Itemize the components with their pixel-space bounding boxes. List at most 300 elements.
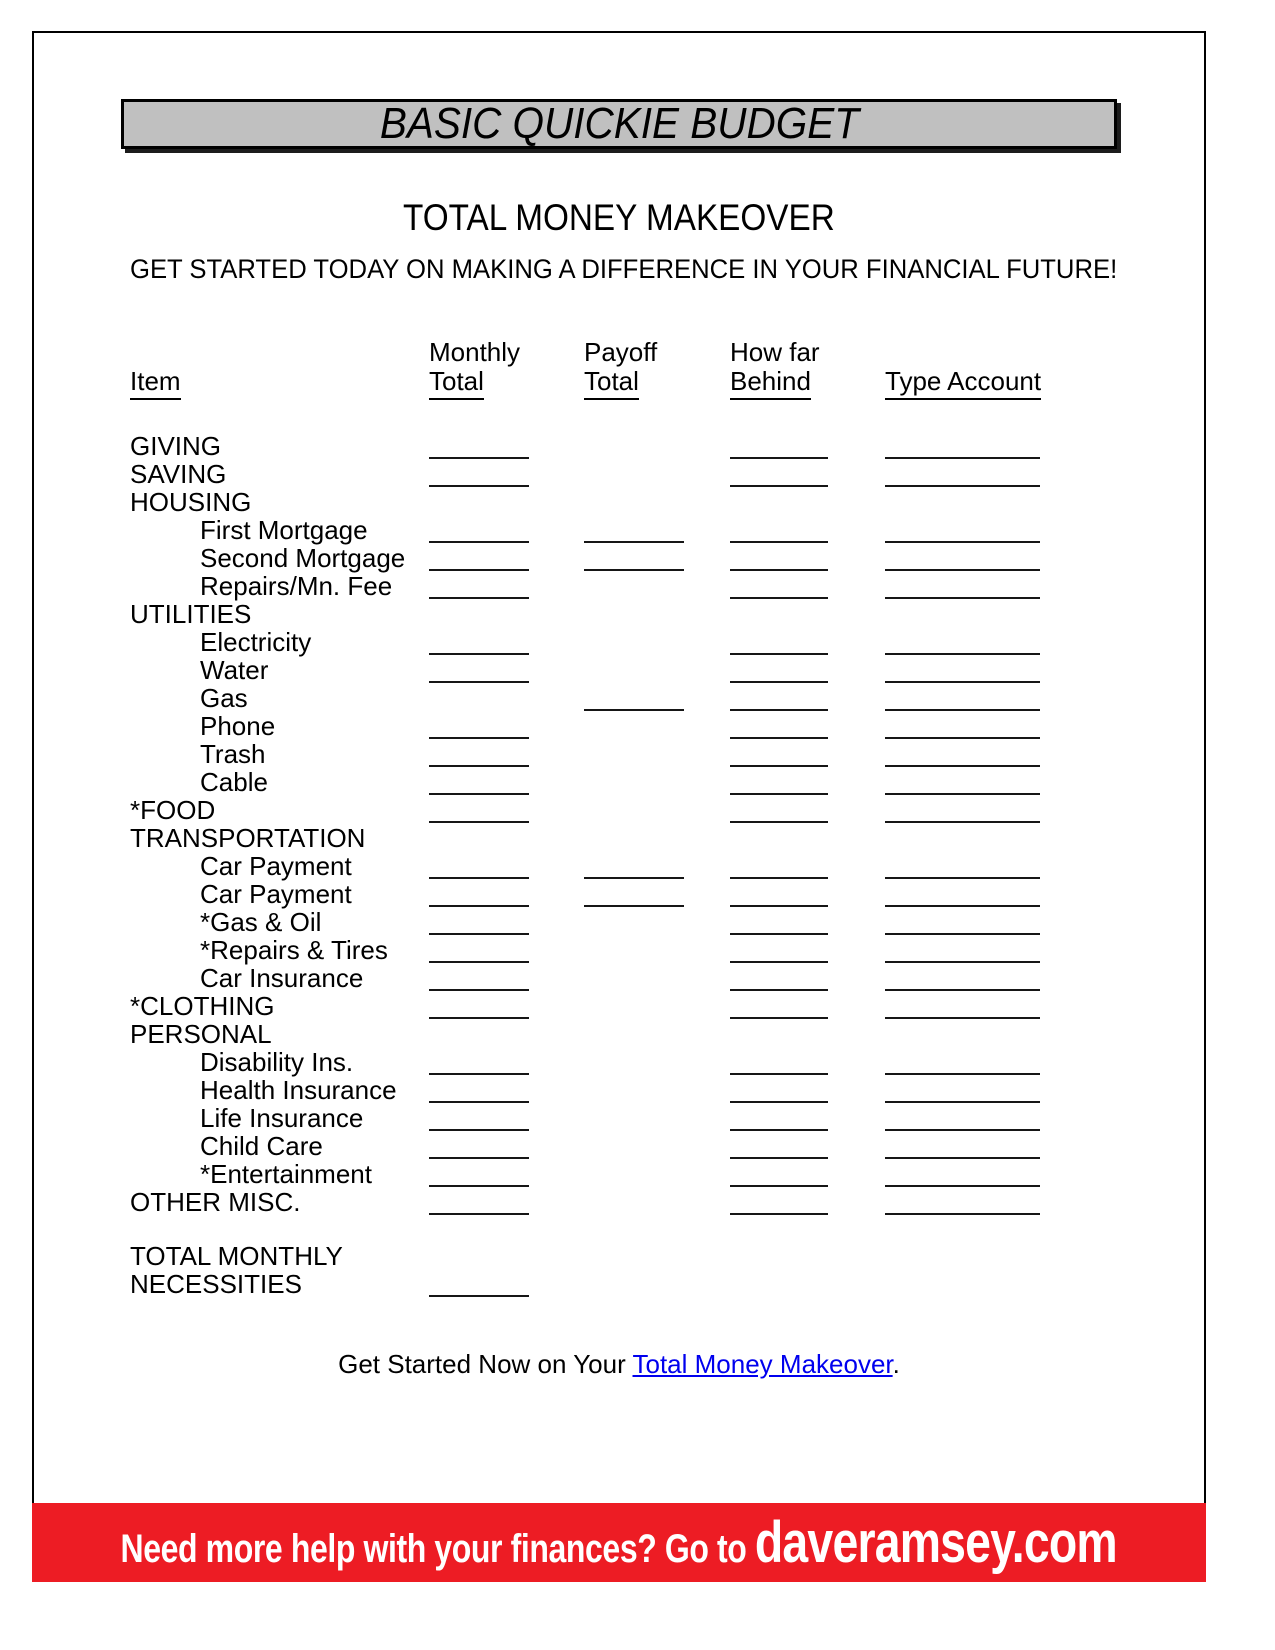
blank-line [429,877,529,879]
monthly-total-blank [429,488,584,516]
how-far-behind-blank [730,516,885,544]
table-row [34,1270,1204,1298]
column-header-how-far-behind: How far Behind [730,338,885,400]
blank-line [885,569,1040,571]
payoff-total-blank [584,824,730,852]
row-label: Electricity [200,627,312,657]
monthly-total-blank [429,992,584,1020]
type-account-blank [885,628,1045,656]
row-label: *Repairs & Tires [200,935,388,965]
payoff-total-blank [584,992,730,1020]
row-label: TRANSPORTATION [130,823,366,853]
blank-line [429,1157,529,1159]
row-label: Car Insurance [200,963,364,993]
how-far-behind-blank [730,432,885,460]
row-label-cell [130,656,429,684]
row-label: UTILITIES [130,599,252,629]
payoff-total-blank [584,460,730,488]
how-far-behind-blank [730,460,885,488]
row-label-cell [130,1048,429,1076]
monthly-total-blank [429,432,584,460]
payoff-total-blank [584,1132,730,1160]
monthly-total-blank [429,544,584,572]
monthly-total-blank [429,1076,584,1104]
how-far-behind-blank [730,740,885,768]
how-far-behind-blank [730,544,885,572]
table-row [34,1020,1204,1048]
table-row [34,908,1204,936]
payoff-total-blank [584,796,730,824]
row-label-cell [130,684,429,712]
row-label-cell [130,1104,429,1132]
monthly-total-blank [429,880,584,908]
payoff-total-blank [584,600,730,628]
how-far-behind-blank [730,1132,885,1160]
how-far-behind-blank [730,1270,885,1298]
row-label: *Gas & Oil [200,907,322,937]
blank-line [885,1017,1040,1019]
table-row [34,460,1204,488]
row-label-cell [130,488,429,516]
payoff-total-blank [584,1188,730,1216]
payoff-total-blank [584,628,730,656]
footer-text-group [121,1509,1117,1576]
column-header-type-account: Type Account [885,338,1045,400]
blank-line [730,1213,828,1215]
row-label-cell [130,544,429,572]
row-label-cell [130,740,429,768]
row-label-cell [130,1188,429,1216]
row-label: Second Mortgage [200,543,406,573]
payoff-total-blank [584,572,730,600]
table-row [34,852,1204,880]
type-account-blank [885,600,1045,628]
how-far-behind-blank [730,1104,885,1132]
table-row [34,1188,1204,1216]
blank-line [730,541,828,543]
subtitle-text: TOTAL MONEY MAKEOVER [403,197,835,238]
payoff-total-blank [584,1020,730,1048]
payoff-total-blank [584,852,730,880]
how-far-behind-blank [730,572,885,600]
monthly-total-blank [429,852,584,880]
tagline [34,254,1204,284]
row-label: Repairs/Mn. Fee [200,571,393,601]
monthly-total-blank [429,796,584,824]
row-label-cell [130,1132,429,1160]
row-label-cell [130,600,429,628]
how-far-behind-blank [730,852,885,880]
blank-line [429,989,529,991]
monthly-total-blank [429,1132,584,1160]
how-far-behind-blank [730,712,885,740]
type-account-blank [885,432,1045,460]
how-far-behind-blank [730,684,885,712]
table-row [34,628,1204,656]
type-account-blank [885,796,1045,824]
blank-line [885,681,1040,683]
how-far-behind-blank [730,964,885,992]
how-far-behind-blank [730,1076,885,1104]
monthly-total-blank [429,1188,584,1216]
worksheet-page [32,31,1206,1582]
blank-line [885,793,1040,795]
row-label-cell [130,628,429,656]
blank-line [885,821,1040,823]
row-label: Phone [200,711,276,741]
blank-line [429,1101,529,1103]
monthly-total-blank [429,768,584,796]
column-header-payoff-total: Payoff Total [584,338,730,400]
monthly-total-blank [429,1160,584,1188]
page-title: BASIC QUICKIE BUDGET [379,99,859,148]
cta-line [34,1348,1204,1380]
payoff-total-blank [584,1160,730,1188]
blank-line [730,765,828,767]
monthly-total-blank [429,824,584,852]
table-row [34,1242,1204,1270]
type-account-blank [885,1270,1045,1298]
row-label-cell [130,768,429,796]
type-account-blank [885,684,1045,712]
how-far-behind-blank [730,768,885,796]
blank-line [584,709,684,711]
row-label-cell [130,852,429,880]
blank-line [429,457,529,459]
monthly-total-blank [429,600,584,628]
blank-line [429,793,529,795]
how-far-behind-blank [730,600,885,628]
how-far-behind-blank [730,880,885,908]
table-row [34,1048,1204,1076]
payoff-total-blank [584,1048,730,1076]
payoff-total-blank [584,1076,730,1104]
monthly-total-blank [429,964,584,992]
type-account-blank [885,1048,1045,1076]
payoff-total-blank [584,544,730,572]
type-account-blank [885,992,1045,1020]
row-label-cell [130,992,429,1020]
table-row [34,964,1204,992]
monthly-total-blank [429,656,584,684]
blank-line [730,1129,828,1131]
row-label: Gas [200,683,248,713]
row-label: OTHER MISC. [130,1187,301,1217]
table-row [34,1132,1204,1160]
row-label: Cable [200,767,268,797]
blank-line [730,1185,828,1187]
row-label-cell [130,908,429,936]
row-label: Car Payment [200,879,352,909]
blank-line [730,569,828,571]
blank-line [429,1213,529,1215]
title-banner [121,99,1117,149]
column-header-item: Item [130,338,429,400]
table-row [34,516,1204,544]
table-row [34,488,1204,516]
monthly-total-blank [429,908,584,936]
blank-line [429,905,529,907]
type-account-blank [885,1132,1045,1160]
blank-line [429,1185,529,1187]
row-label: Disability Ins. [200,1047,354,1077]
row-label-cell [130,1076,429,1104]
blank-line [730,485,828,487]
row-label: HOUSING [130,487,252,517]
row-label-cell [130,572,429,600]
payoff-total-blank [584,740,730,768]
blank-line [429,597,529,599]
cta-suffix: . [892,1349,900,1379]
how-far-behind-blank [730,824,885,852]
monthly-total-blank [429,1242,584,1270]
type-account-blank [885,460,1045,488]
row-label: NECESSITIES [130,1269,302,1299]
blank-line [429,961,529,963]
how-far-behind-blank [730,1048,885,1076]
table-row [34,684,1204,712]
payoff-total-blank [584,488,730,516]
monthly-total-blank [429,936,584,964]
blank-line [730,1101,828,1103]
blank-line [885,485,1040,487]
type-account-blank [885,768,1045,796]
blank-line [885,933,1040,935]
footer-banner [32,1503,1206,1582]
row-label-cell [130,460,429,488]
row-label-cell [130,1242,429,1270]
row-label: Trash [200,739,266,769]
blank-line [730,1017,828,1019]
blank-line [730,709,828,711]
cta-prefix: Get Started Now on Your [338,1349,633,1379]
how-far-behind-blank [730,936,885,964]
blank-line [885,1185,1040,1187]
row-label-cell [130,796,429,824]
payoff-total-blank [584,1104,730,1132]
blank-line [429,569,529,571]
blank-line [885,1129,1040,1131]
blank-line [730,989,828,991]
column-header-monthly-total: Monthly Total [429,338,584,400]
blank-line [885,457,1040,459]
how-far-behind-blank [730,1020,885,1048]
row-label-cell [130,824,429,852]
row-label-cell [130,432,429,460]
blank-line [584,569,684,571]
blank-line [885,1101,1040,1103]
blank-line [730,905,828,907]
type-account-blank [885,824,1045,852]
table-row [34,880,1204,908]
type-account-blank [885,1188,1045,1216]
type-account-blank [885,1104,1045,1132]
blank-line [730,793,828,795]
blank-line [885,597,1040,599]
type-account-blank [885,1242,1045,1270]
how-far-behind-blank [730,796,885,824]
payoff-total-blank [584,516,730,544]
blank-line [730,1073,828,1075]
blank-line [429,1129,529,1131]
blank-line [730,597,828,599]
blank-line [429,681,529,683]
total-money-makeover-link[interactable]: Total Money Makeover [632,1349,893,1379]
monthly-total-blank [429,740,584,768]
blank-line [885,1213,1040,1215]
monthly-total-blank [429,684,584,712]
type-account-blank [885,572,1045,600]
type-account-blank [885,880,1045,908]
type-account-blank [885,852,1045,880]
row-label-cell [130,1270,429,1298]
blank-line [730,1157,828,1159]
row-label: Child Care [200,1131,323,1161]
blank-line [885,989,1040,991]
blank-line [429,1073,529,1075]
blank-line [885,905,1040,907]
monthly-total-blank [429,516,584,544]
how-far-behind-blank [730,992,885,1020]
payoff-total-blank [584,684,730,712]
blank-line [730,821,828,823]
blank-line [429,485,529,487]
row-label: *Entertainment [200,1159,372,1189]
how-far-behind-blank [730,488,885,516]
type-account-blank [885,488,1045,516]
row-label: Car Payment [200,851,352,881]
blank-line [429,1295,529,1297]
blank-line [584,541,684,543]
monthly-total-blank [429,1104,584,1132]
tagline-text: GET STARTED TODAY ON MAKING A DIFFERENCE IN YOUR FINANCIAL FUTURE! [130,254,1118,284]
payoff-total-blank [584,880,730,908]
table-row [34,740,1204,768]
payoff-total-blank [584,656,730,684]
table-row [34,656,1204,684]
blank-line [730,877,828,879]
blank-line [429,821,529,823]
type-account-blank [885,516,1045,544]
row-label: *FOOD [130,795,216,825]
payoff-total-blank [584,712,730,740]
table-row [34,1104,1204,1132]
table-row [34,824,1204,852]
monthly-total-blank [429,1020,584,1048]
blank-line [885,877,1040,879]
type-account-blank [885,908,1045,936]
row-label-cell [130,712,429,740]
blank-line [885,961,1040,963]
table-row [34,992,1204,1020]
row-label-cell [130,1020,429,1048]
how-far-behind-blank [730,1160,885,1188]
type-account-blank [885,740,1045,768]
row-label: *CLOTHING [130,991,275,1021]
type-account-blank [885,544,1045,572]
table-row [34,712,1204,740]
payoff-total-blank [584,1270,730,1298]
table-header [34,338,1204,400]
row-label-cell [130,516,429,544]
row-label-cell [130,964,429,992]
table-row [34,600,1204,628]
blank-line [885,541,1040,543]
table-row [34,572,1204,600]
payoff-total-blank [584,432,730,460]
table-row [34,768,1204,796]
row-label-cell [130,880,429,908]
how-far-behind-blank [730,656,885,684]
table-row [34,432,1204,460]
blank-line [885,709,1040,711]
type-account-blank [885,1076,1045,1104]
type-account-blank [885,712,1045,740]
subtitle [34,198,1204,238]
blank-line [885,1157,1040,1159]
monthly-total-blank [429,572,584,600]
monthly-total-blank [429,460,584,488]
type-account-blank [885,656,1045,684]
monthly-total-blank [429,1270,584,1298]
payoff-total-blank [584,1242,730,1270]
row-label: TOTAL MONTHLY [130,1241,343,1271]
how-far-behind-blank [730,628,885,656]
type-account-blank [885,964,1045,992]
blank-line [429,653,529,655]
row-label: GIVING [130,431,222,461]
blank-line [730,737,828,739]
row-label: Health Insurance [200,1075,397,1105]
row-label: Water [200,655,269,685]
blank-line [429,765,529,767]
monthly-total-blank [429,1048,584,1076]
row-label: First Mortgage [200,515,368,545]
daveramsey-brand: daveramsey.com [755,1510,1118,1575]
blank-line [730,961,828,963]
table-row [34,936,1204,964]
payoff-total-blank [584,936,730,964]
monthly-total-blank [429,628,584,656]
blank-line [730,653,828,655]
blank-line [730,457,828,459]
table-row [34,544,1204,572]
blank-line [429,737,529,739]
monthly-total-blank [429,712,584,740]
row-label-cell [130,1160,429,1188]
table-row [34,1076,1204,1104]
payoff-total-blank [584,964,730,992]
blank-line [885,653,1040,655]
blank-line [429,541,529,543]
blank-line [885,737,1040,739]
type-account-blank [885,1160,1045,1188]
row-label-cell [130,936,429,964]
blank-line [429,1017,529,1019]
blank-line [885,1073,1040,1075]
type-account-blank [885,936,1045,964]
table-row [34,1160,1204,1188]
blank-line [730,681,828,683]
blank-line [885,765,1040,767]
row-label: PERSONAL [130,1019,272,1049]
how-far-behind-blank [730,1242,885,1270]
row-label: Life Insurance [200,1103,364,1133]
blank-line [429,933,529,935]
blank-line [584,877,684,879]
table-row [34,796,1204,824]
footer-message: Need more help with your finances? Go to [120,1527,756,1571]
